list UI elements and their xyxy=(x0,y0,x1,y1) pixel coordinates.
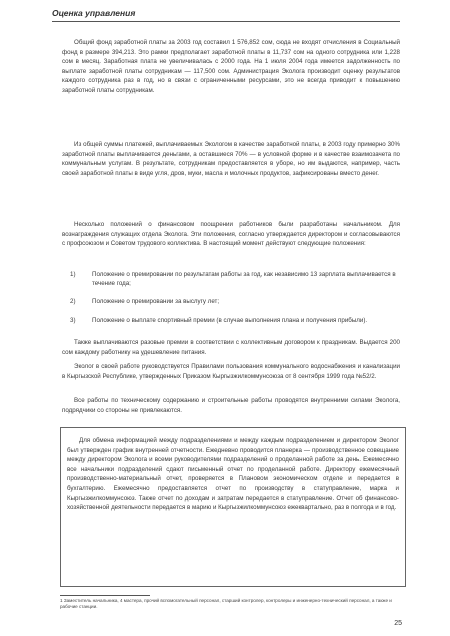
paragraph-maintenance: Все работы по техническому содержанию и строительные работы проводятся внутренними силами Эколога, подрядчики со стороны не привлекаются. xyxy=(62,397,400,414)
box-text: Для обмена информацией между подразделениями и между каждым подразделением и директором Эколог был утвержден график внутренней отчетности. Ежедневно проводится планерка — производственное совещание между директором Эколога и всеми руководителями подразделений о проделанной работе за день. Ежемесячно все начальники подразделений сдают письменный отчет по проделанной работе. Директору ежемесячный производственно-материальный отчет, проверяется в Плановом экономическом отделе и передается в бухгалтерию. Ежемесячно предоставляется отчет по производству в статуправление, марка и Кыргызжилкоммунсоюз. Также отчет по доходам и затратам передается в статуправление. Отчет об финансово-хозяйственной деятельности передается в марию и Кыргызжилкоммунсоюз ежеквартально, раз в полгода и в год. xyxy=(67,437,399,512)
paragraph-payment-forms: Из общей суммы платежей, выплачиваемых Экологом в качестве заработной платы, в 2003 году примерно 30% заработной платы выплачивается деньгами, а оставшиеся 70% — в условной форме и в качестве взаимозачета по коммунальным услугам. В результате, сотрудникам предоставляется в уборе, но им выдаются, например, часть своей заработной платы в виде угля, дров, муки, масла и молочных продуктов, зафиксированы вместо денег. xyxy=(62,141,400,177)
paragraph-incentives: Несколько положений о финансовом поощрении работников были разработаны начальником. Для вознаграждения служащих отдела Эколога. Эти положения, согласно утверждается директором и согласовываются с профсоюзом и Советом трудового коллектива. В настоящий момент действуют следующие положения: xyxy=(62,221,400,248)
paragraph-rules: Эколог в своей работе руководствуется Правилами пользования коммунального водоснабжения и канализации в Кыргызской Республике, утвержденных Приказом Кыргызжилкоммунсоюза от 8 сентября 1999 года №52/2. xyxy=(62,363,400,380)
list-item: 3) Положение о выплате спортивный премии (в случае выполнения плана и получения прибыли). xyxy=(70,316,368,324)
provisions-list xyxy=(62,270,400,334)
reporting-box xyxy=(60,427,406,587)
footnote: 1 Заместитель начальника, 4 мастера, прочий вспомогательный персонал, старший контролер, контролеры и инженерно-технический персонал, а также и рабочие станции. xyxy=(60,598,392,610)
page-number: 25 xyxy=(394,620,402,627)
page-header: Оценка управления xyxy=(52,8,136,18)
list-item: 2) Положение о премировании за выслугу лет; xyxy=(70,298,220,306)
footnote-rule xyxy=(60,595,150,596)
paragraph-wages: Общий фонд заработной платы за 2003 год составил 1 576,852 сом, сюда не входят отчисления в Социальный фонд в размере 394,213. Это рамки предполагает заработной платы в 11,737 сом на одного сотрудника или 1,228 сом в месяц. Заработная плата не увеличивалась с 2000 года. На 1 июля 2004 года имеется задолженность по выплате заработной платы сотрудникам — 117,500 сом. Администрация Эколога производит оценку результатов каждого сотрудника раз в год, но в связи с ограниченными ресурсами, это не всегда приводит к повышению заработной платы сотрудникам. xyxy=(62,39,400,94)
header-rule xyxy=(52,21,400,22)
list-item: 1) Положение о премировании по результатам работы за год, как независимо 13 зарплата выплачивается в течение года; xyxy=(70,271,396,288)
paragraph-bonuses: Также выплачиваются разовые премии в соответствии с коллективным договором к праздникам. Выдается 200 сом каждому работнику на удешевление питания. xyxy=(62,339,400,356)
